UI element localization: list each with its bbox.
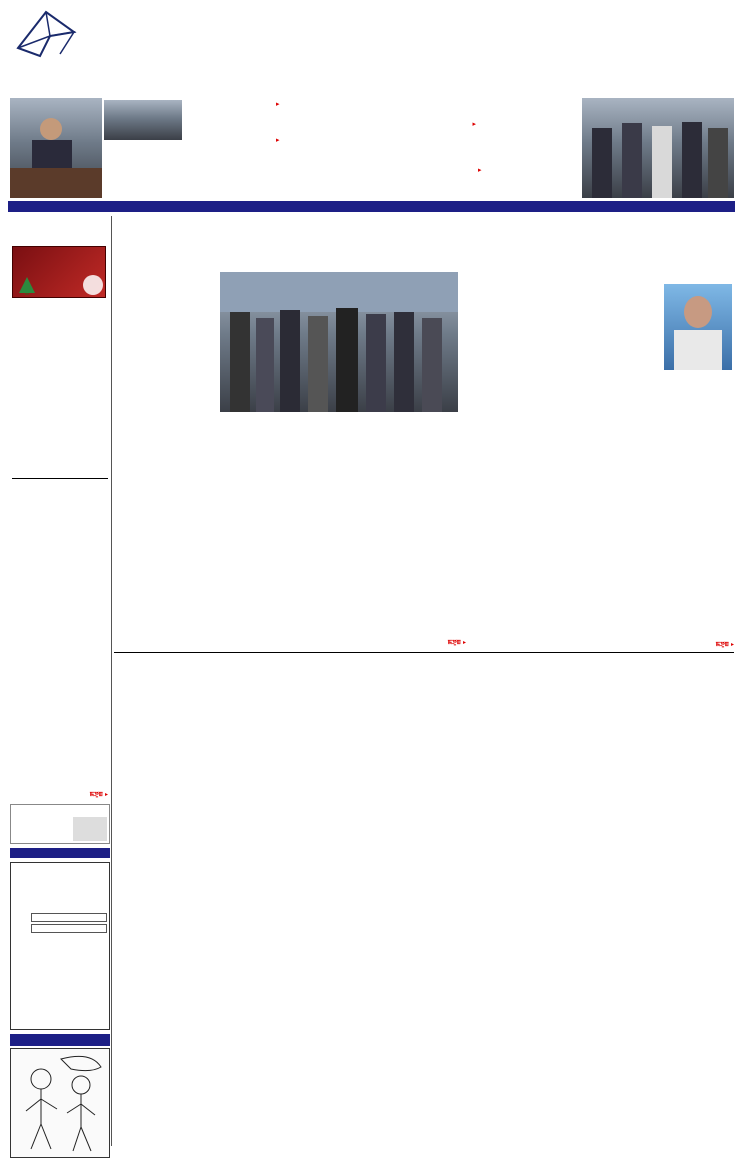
right-lead-subhead [472, 284, 596, 340]
cartoon-thumb [73, 817, 107, 841]
teaser4-snippet [478, 100, 578, 166]
christmas-body [12, 302, 108, 472]
teaser2-page[interactable]: ▸ [472, 120, 476, 128]
poll-no-row [11, 924, 109, 933]
lead-more-link[interactable]: ꯃꯇꯨꯡ ▸ [447, 639, 466, 646]
poll-result-question [11, 937, 109, 977]
obituary-box [600, 284, 734, 382]
lead-body-col1 [116, 364, 216, 648]
teaser-photo-speaker [10, 98, 102, 198]
cartoon-teaser-strip [10, 848, 110, 858]
paper-bird-logo-icon [10, 8, 82, 60]
lead-body-col2 [220, 416, 296, 648]
left-more-link[interactable]: ꯃꯇꯨꯡ ▸ [89, 791, 108, 798]
right-lead-body-col2 [600, 386, 734, 640]
christmas-card [12, 246, 106, 298]
right-lead-body [472, 342, 596, 642]
cartoon-panel [10, 1048, 110, 1158]
second-title [12, 482, 108, 526]
teaser-photo-group [582, 98, 734, 198]
poll-yes-row [11, 913, 109, 922]
right-lead-headline [472, 218, 734, 280]
hl-poll-question [11, 863, 109, 911]
cartoon-figures-icon [11, 1049, 109, 1157]
info-strip [8, 201, 735, 212]
teaser-block-middle [266, 100, 476, 196]
santa-icon [83, 275, 103, 295]
tree-icon [19, 277, 35, 295]
teaser4-page[interactable]: ▸ [478, 166, 482, 174]
teaser-caption-photo [104, 100, 182, 140]
lead-body-col4 [380, 416, 466, 638]
masthead [8, 6, 735, 98]
poll-no-input[interactable] [31, 924, 107, 933]
teaser1-page[interactable]: ▸ [276, 100, 280, 108]
hl-poll-box [10, 862, 110, 1030]
teaser-snippet [184, 100, 264, 196]
teaser-block-right [478, 100, 578, 196]
lead-headline [116, 218, 468, 266]
lead-photo-farmers [220, 272, 458, 412]
poll-yes-input[interactable] [31, 913, 107, 922]
teaser3-page[interactable]: ▸ [276, 136, 280, 144]
cartoon-teaser-box [10, 804, 110, 844]
divider [12, 478, 108, 479]
lead-subhead-box [116, 270, 216, 360]
cartoon-header [10, 1034, 110, 1046]
obit-photo [664, 284, 732, 370]
obit-body [600, 284, 660, 374]
second-body [12, 528, 108, 788]
christmas-title [8, 216, 111, 220]
divider [114, 652, 734, 653]
left-column [8, 216, 112, 1146]
masthead-title-meitei [188, 30, 708, 96]
logo [10, 8, 82, 96]
masthead-title-bengali [308, 6, 608, 30]
teaser-caption [104, 98, 182, 198]
right-lead-more-link[interactable]: ꯃꯇꯨꯡ ▸ [715, 641, 734, 648]
lead-body-col3 [300, 416, 376, 648]
cartoon-teaser-title [11, 805, 109, 809]
